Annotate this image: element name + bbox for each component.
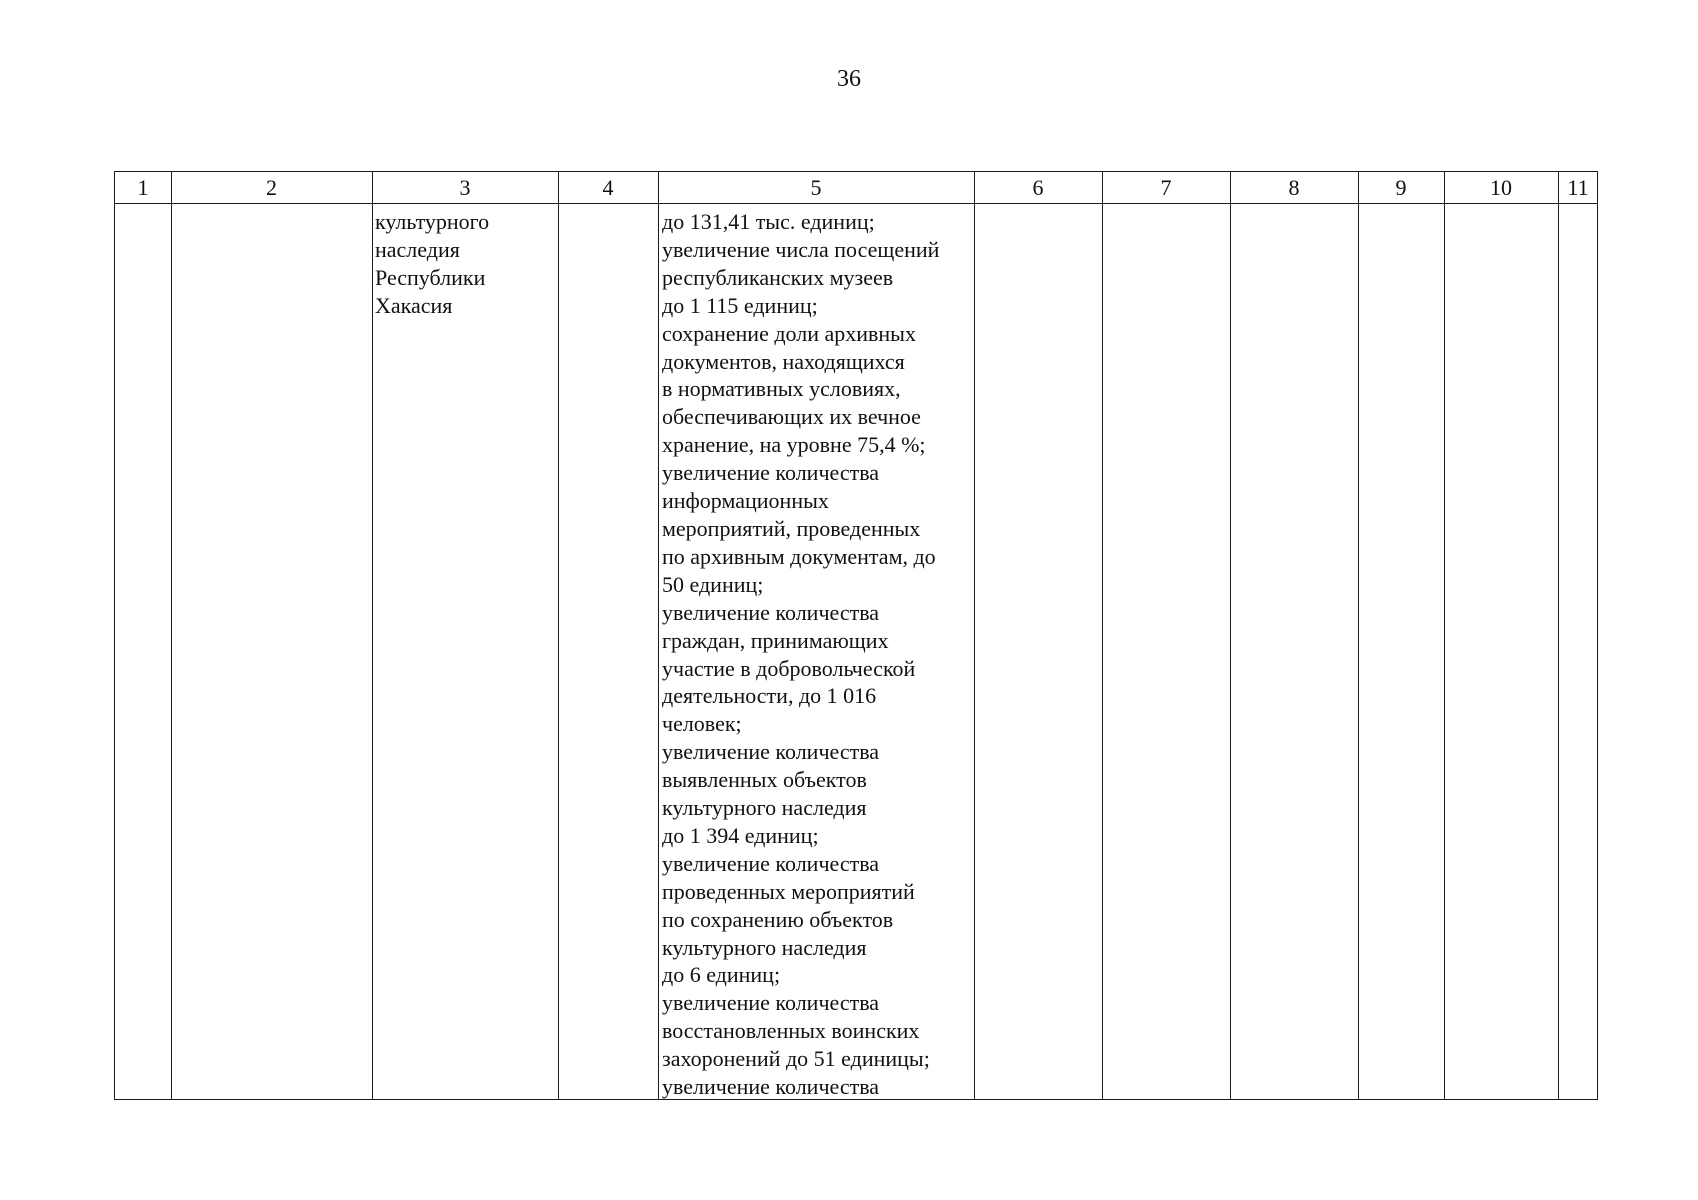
cell-col-3: культурного наследия Республики Хакасия: [375, 209, 490, 318]
column-header-4: 4: [602, 175, 614, 200]
column-header-9: 9: [1395, 175, 1407, 200]
column-header-10: 10: [1490, 175, 1512, 200]
column-divider: [658, 172, 659, 1099]
column-header-1: 1: [137, 175, 149, 200]
column-header-3: 3: [459, 175, 471, 200]
column-divider: [372, 172, 373, 1099]
data-table: [114, 171, 1598, 1100]
column-divider: [1102, 172, 1103, 1099]
column-header-11: 11: [1567, 175, 1589, 200]
table-header-row: [115, 172, 1597, 204]
column-divider: [974, 172, 975, 1099]
column-divider: [1230, 172, 1231, 1099]
column-header-5: 5: [810, 175, 822, 200]
column-divider: [1558, 172, 1559, 1099]
column-header-6: 6: [1032, 175, 1044, 200]
column-divider: [1444, 172, 1445, 1099]
column-divider: [171, 172, 172, 1099]
column-divider: [1358, 172, 1359, 1099]
page-number: 36: [837, 66, 861, 92]
column-header-8: 8: [1288, 175, 1300, 200]
cell-col-5: до 131,41 тыс. единиц; увеличение числа посещений республиканских музеев до 1 115 единиц; сохранение доли архивных документов, находящихся в нормативных условиях, обеспечивающих их вечное хранение, на уровне 75,4 %; увеличение количества информационных мероприятий, проведенных по архивным документам, до 50 единиц; увеличение количества граждан, принимающих участие в добровольческой деятельности, до 1 016 человек; увеличение количества выявленных объектов культурного наследия до 1 394 единиц; увеличение количества проведенных мероприятий по сохранению объектов культурного наследия до 6 единиц; увеличение количества восстановленных воинских захоронений до 51 единицы; увеличение количества: [662, 209, 940, 1100]
column-header-7: 7: [1160, 175, 1172, 200]
column-header-2: 2: [266, 175, 277, 200]
column-divider: [558, 172, 559, 1099]
